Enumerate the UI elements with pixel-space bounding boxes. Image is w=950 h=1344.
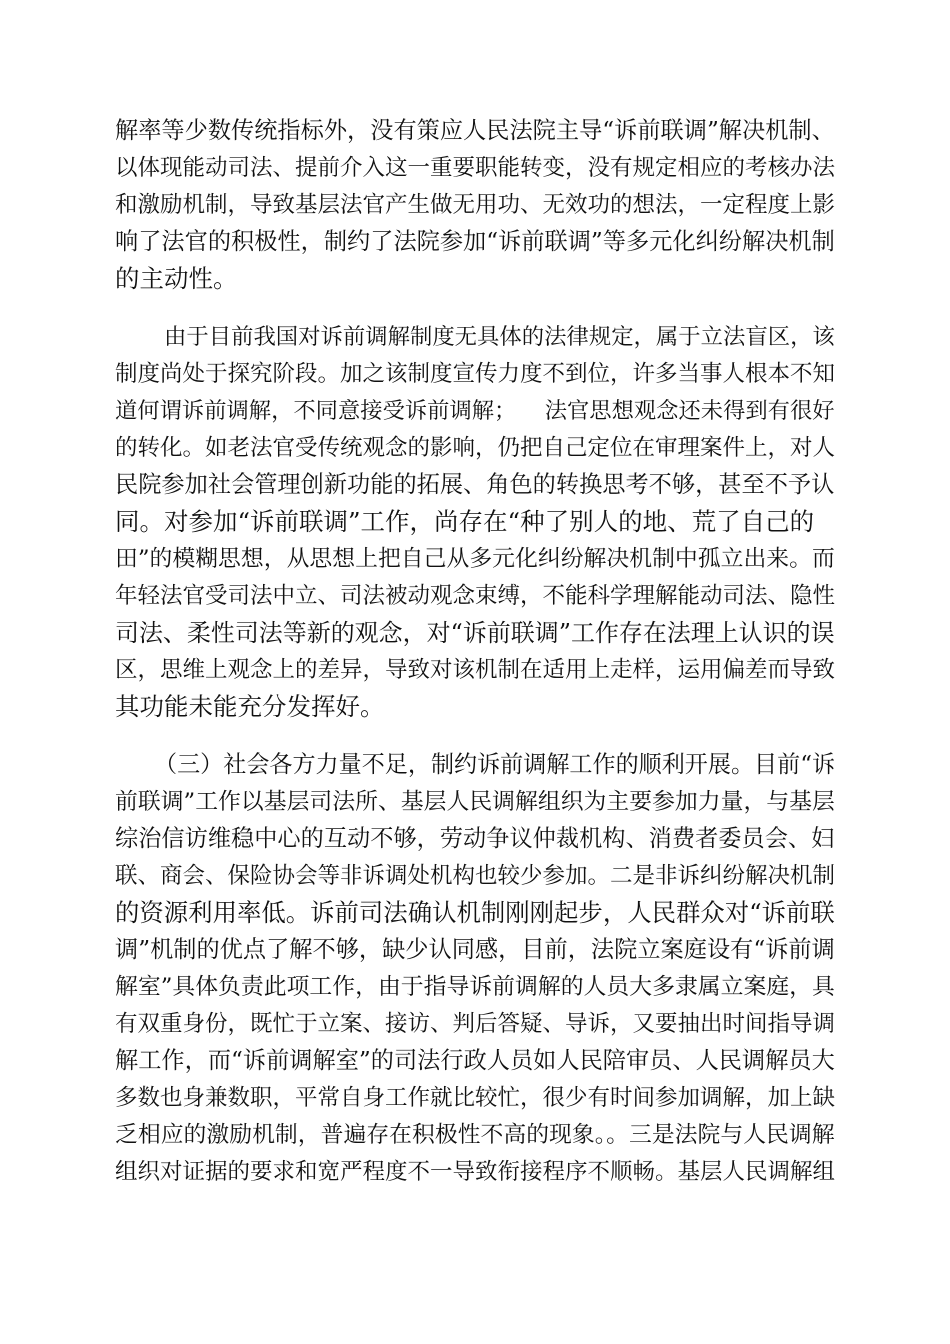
text-line-7: 制度尚处于探究阶段。加之该制度宣传力度不到位，许多当事人根本不知: [115, 361, 836, 387]
text-line-8: 道何谓诉前调解，不同意接受诉前调解； 法官思想观念还未得到有很好: [115, 398, 835, 424]
text-line-24: 有双重身份，既忙于立案、接访、判后答疑、导诉，又要抽出时间指导调: [115, 1011, 836, 1037]
text-line-6: 由于目前我国对诉前调解制度无具体的法律规定，属于立法盲区，该: [164, 324, 835, 350]
text-line-12: 田”的模糊思想，从思想上把自己从多元化纠纷解决机制中孤立出来。而: [115, 546, 835, 572]
text-line-17: （三）社会各方力量不足，制约诉前调解工作的顺利开展。目前“诉: [154, 752, 836, 778]
text-line-26: 多数也身兼数职，平常自身工作就比较忙，很少有时间参加调解，加上缺: [115, 1085, 836, 1111]
text-line-9: 的转化。如老法官受传统观念的影响，仍把自己定位在审理案件上，对人: [115, 435, 836, 461]
text-line-28: 组织对证据的要求和宽严程度不一导致衔接程序不顺畅。基层人民调解组: [115, 1159, 836, 1185]
text-line-23: 解室”具体负责此项工作，由于指导诉前调解的人员大多隶属立案庭，具: [115, 974, 835, 1000]
text-line-22: 调”机制的优点了解不够，缺少认同感，目前，法院立案庭设有“诉前调: [115, 936, 835, 963]
text-line-5: 的主动性。: [115, 264, 238, 293]
text-line-3: 和激励机制，导致基层法官产生做无用功、无效功的想法，一定程度上影: [115, 192, 836, 218]
text-line-13: 年轻法官受司法中立、司法被动观念束缚，不能科学理解能动司法、隐性: [115, 583, 836, 609]
text-line-16: 其功能未能充分发挥好。: [115, 692, 385, 721]
text-line-11: 同。对参加“诉前联调”工作，尚存在“种了别人的地、荒了自己的: [115, 507, 815, 536]
text-line-10: 民院参加社会管理创新功能的拓展、角色的转换思考不够，甚至不予认: [115, 471, 835, 498]
text-line-1: 解率等少数传统指标外，没有策应人民法院主导“诉前联调”解决机制、: [115, 117, 835, 144]
text-line-21: 的资源利用率低。诉前司法确认机制刚刚起步，人民群众对“诉前联: [115, 898, 835, 927]
text-line-19: 综治信访维稳中心的互动不够，劳动争议仲裁机构、消费者委员会、妇: [115, 825, 835, 852]
text-line-27: 乏相应的激励机制，普遍存在积极性不高的现象。。三是法院与人民调解: [115, 1122, 835, 1148]
text-line-2: 以体现能动司法、提前介入这一重要职能转变，没有规定相应的考核办法: [115, 155, 836, 181]
text-line-4: 响了法官的积极性，制约了法院参加“诉前联调”等多元化纠纷解决机制: [115, 228, 835, 255]
text-line-14: 司法、柔性司法等新的观念，对“诉前联调”工作存在法理上认识的误: [115, 619, 835, 647]
text-line-15: 区，思维上观念上的差异，导致对该机制在适用上走样，运用偏差而导致: [115, 657, 836, 683]
text-line-20: 联、商会、保险协会等非诉调处机构也较少参加。二是非诉纠纷解决机制: [115, 863, 836, 889]
text-line-25: 解工作，而“诉前调解室”的司法行政人员如人民陪审员、人民调解员大: [115, 1047, 835, 1074]
text-line-18: 前联调”工作以基层司法所、基层人民调解组织为主要参加力量，与基层: [115, 789, 835, 815]
